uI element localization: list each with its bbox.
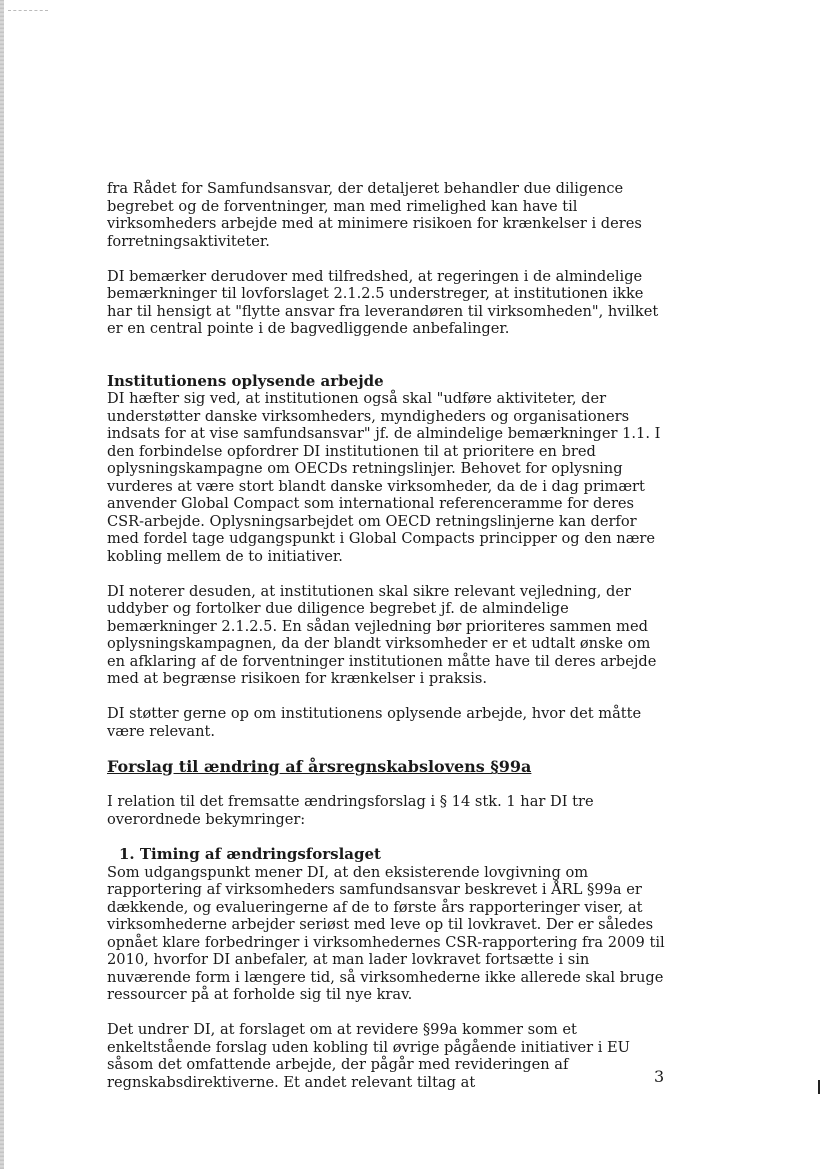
scan-right-mark <box>818 1080 820 1094</box>
timing-paragraph-2: Det undrer DI, at forslaget om at revidere §99a kommer som et enkeltstående forslag uden kobling til øvrige pågående initiativer i EU såsom det omfattende arbejde, der pågår med revideringen af regnskabsdirektiverne. Et andet relevant tiltag at <box>107 1021 630 1091</box>
section1-paragraph-1: DI hæfter sig ved, at institutionen også skal "udføre aktiviteter, der understøtter danske virksomheders, myndigheders og organisationers indsats for at vise samfundsansvar" jf. de almindelige bemærkninger 1.1. I den forbindelse opfordrer DI institutionen til at prioritere en bred oplysningskampagne om OECDs retningslinjer. Behovet for oplysning vurderes at være stort blandt danske virksomheder, da de i dag primært anvender Global Compact som international referenceramme for deres CSR-arbejde. Oplysningsarbejdet om OECD retningslinjerne kan derfor med fordel tage udgangspunkt i Global Compacts principper og den nære kobling mellem de to initiativer. <box>107 390 661 565</box>
scan-left-edge <box>0 0 4 1169</box>
intro-paragraph-2: DI bemærker derudover med tilfredshed, at regeringen i de almindelige bemærkninger til lovforslaget 2.1.2.5 understreger, at institutionen ikke har til hensigt at "flytte ansvar fra leverandøren til virksomheden", hvilket er en central pointe i de bagvedliggende anbefalinger. <box>107 267 659 337</box>
numbered-heading-timing: 1. Timing af ændringsforslaget <box>119 845 381 863</box>
scan-corner-mark <box>8 10 48 12</box>
section1-paragraph-3: DI støtter gerne op om institutionens oplysende arbejde, hvor det måtte være relevant. <box>107 705 642 740</box>
section2-intro: I relation til det fremsatte ændringsforslag i § 14 stk. 1 har DI tre overordnede bekymringer: <box>107 793 594 828</box>
section1-paragraph-2: DI noterer desuden, at institutionen skal sikre relevant vejledning, der uddyber og fortolker due diligence begrebet jf. de almindelige bemærkninger 2.1.2.5. En sådan vejledning bør prioriteres sammen med oplysningskampagnen, da der blandt virksomheder er et udtalt ønske om en afklaring af de forventninger institutionen måtte have til deres arbejde med at begrænse risikoen for krænkelser i praksis. <box>107 582 657 687</box>
timing-paragraph-1: Som udgangspunkt mener DI, at den eksisterende lovgivning om rapportering af virksomheders samfundsansvar beskrevet i ÅRL §99a er dækkende, og evalueringerne af de to første års rapporteringer viser, at virksomhederne arbejder seriøst med leve op til lovkravet. Der er således opnået klare forbedringer i virksomhedernes CSR-rapportering fra 2009 til 2010, hvorfor DI anbefaler, at man lader lovkravet fortsætte i sin nuværende form i længere tid, så virksomhederne ikke allerede skal bruge ressourcer på at forholde sig til nye krav. <box>107 863 665 1003</box>
section-heading-institutionens: Institutionens oplysende arbejde <box>107 371 384 390</box>
document-body <box>107 180 672 1091</box>
page-number: 3 <box>654 1067 665 1086</box>
intro-paragraph-1: fra Rådet for Samfundsansvar, der detaljeret behandler due diligence begrebet og de forventninger, man med rimelighed kan have til virksomheders arbejde med at minimere risikoen for krænkelser i deres forretningsaktiviteter. <box>107 180 642 250</box>
section-title-forslag: Forslag til ændring af årsregnskabslovens §99a <box>107 757 532 776</box>
